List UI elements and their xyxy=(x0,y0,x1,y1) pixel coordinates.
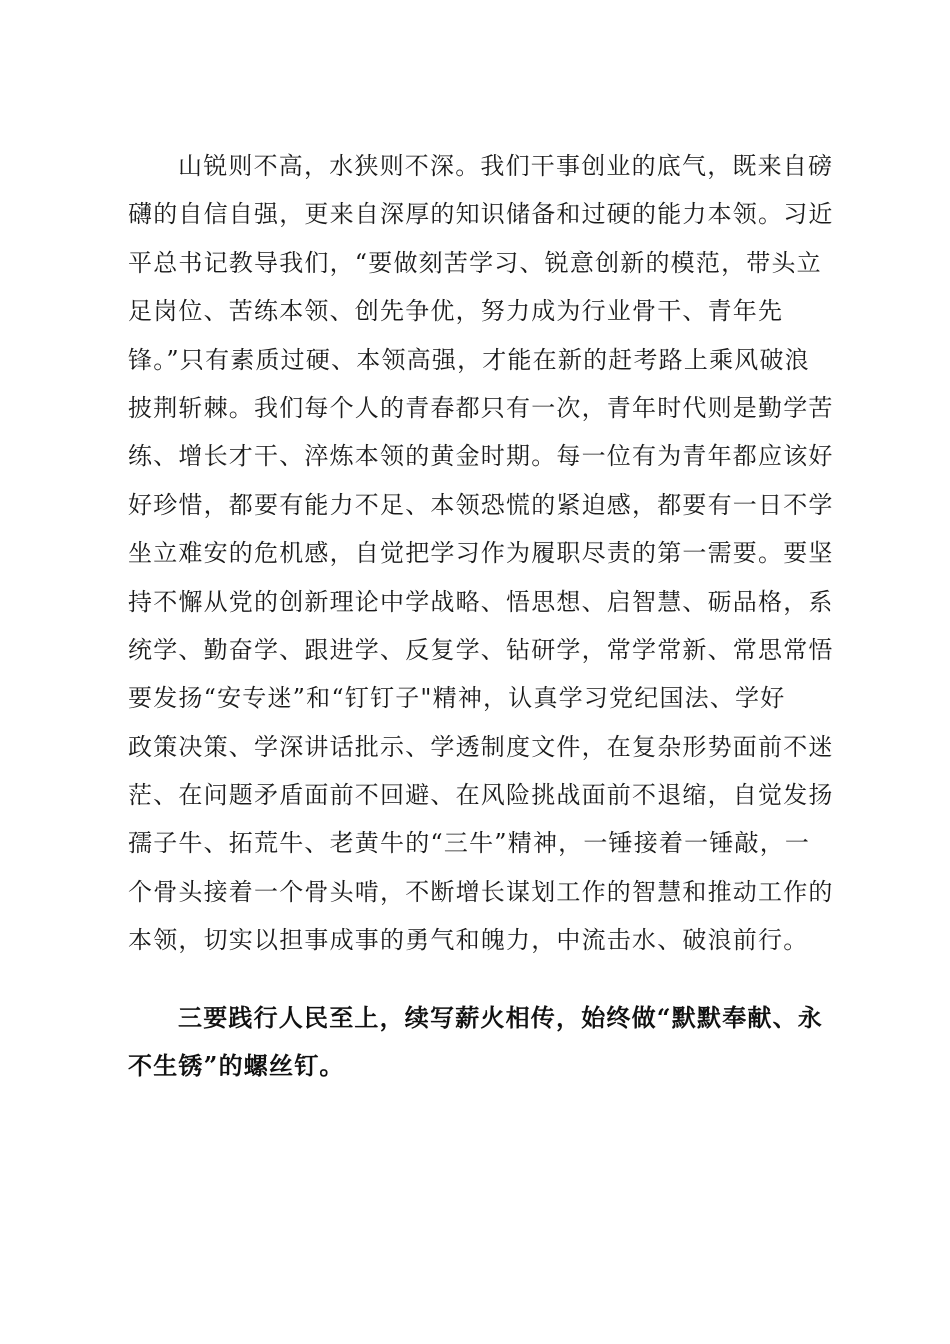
body-paragraph xyxy=(128,142,848,965)
heading-line: 三要践行人民至上，续写薪火相传，始终做“默默奉献、永 xyxy=(178,1003,824,1032)
paragraph-line: 坐立难安的危机感，自觉把学习作为履职尽责的第一需要。要坚 xyxy=(128,539,834,568)
heading-line: 不生锈”的螺丝钉。 xyxy=(128,1051,345,1081)
paragraph-line: 披荆斩棘。我们每个人的青春都只有一次，青年时代则是勤学苦 xyxy=(128,393,834,422)
paragraph-line: 山锐则不高，水狭则不深。我们干事创业的底气，既来自磅 xyxy=(178,152,834,180)
section-heading-paragraph xyxy=(128,994,848,1091)
paragraph-line: 足岗位、苦练本领、创先争优，努力成为行业骨干、青年先 xyxy=(128,297,784,326)
paragraph-line: 孺子牛、拓荒牛、老黄牛的“三牛”精神，一锤接着一锤敲，一 xyxy=(128,829,811,858)
paragraph-line: 练、增长才干、淬炼本领的黄金时期。每一位有为青年都应该好 xyxy=(128,442,834,471)
paragraph-line: 统学、勤奋学、跟进学、反复学、钻研学，常学常新、常思常悟 xyxy=(128,635,834,664)
paragraph-line: 持不懈从党的创新理论中学战略、悟思想、启智慧、砺品格，系 xyxy=(128,587,834,616)
paragraph-line: 平总书记教导我们，“要做刻苦学习、锐意创新的模范，带头立 xyxy=(128,248,822,277)
paragraph-line: 政策决策、学深讲话批示、学透制度文件，在复杂形势面前不迷 xyxy=(128,732,834,761)
paragraph-line: 要发扬“安专迷”和“钉钉子"精神，认真学习党纪国法、学好 xyxy=(128,684,786,713)
paragraph-line: 礴的自信自强，更来自深厚的知识储备和过硬的能力本领。习近 xyxy=(128,200,834,229)
paragraph-line: 锋。”只有素质过硬、本领高强，才能在新的赶考路上乘风破浪 xyxy=(128,345,810,374)
paragraph-line: 茫、在问题矛盾面前不回避、在风险挑战面前不退缩，自觉发扬 xyxy=(128,781,834,810)
paragraph-line: 个骨头接着一个骨头啃，不断增长谋划工作的智慧和推动工作的 xyxy=(128,877,834,906)
paragraph-line: 好珍惜，都要有能力不足、本领恐慌的紧迫感，都要有一日不学 xyxy=(128,490,834,519)
paragraph-line: 本领，切实以担事成事的勇气和魄力，中流击水、破浪前行。 xyxy=(128,926,809,955)
